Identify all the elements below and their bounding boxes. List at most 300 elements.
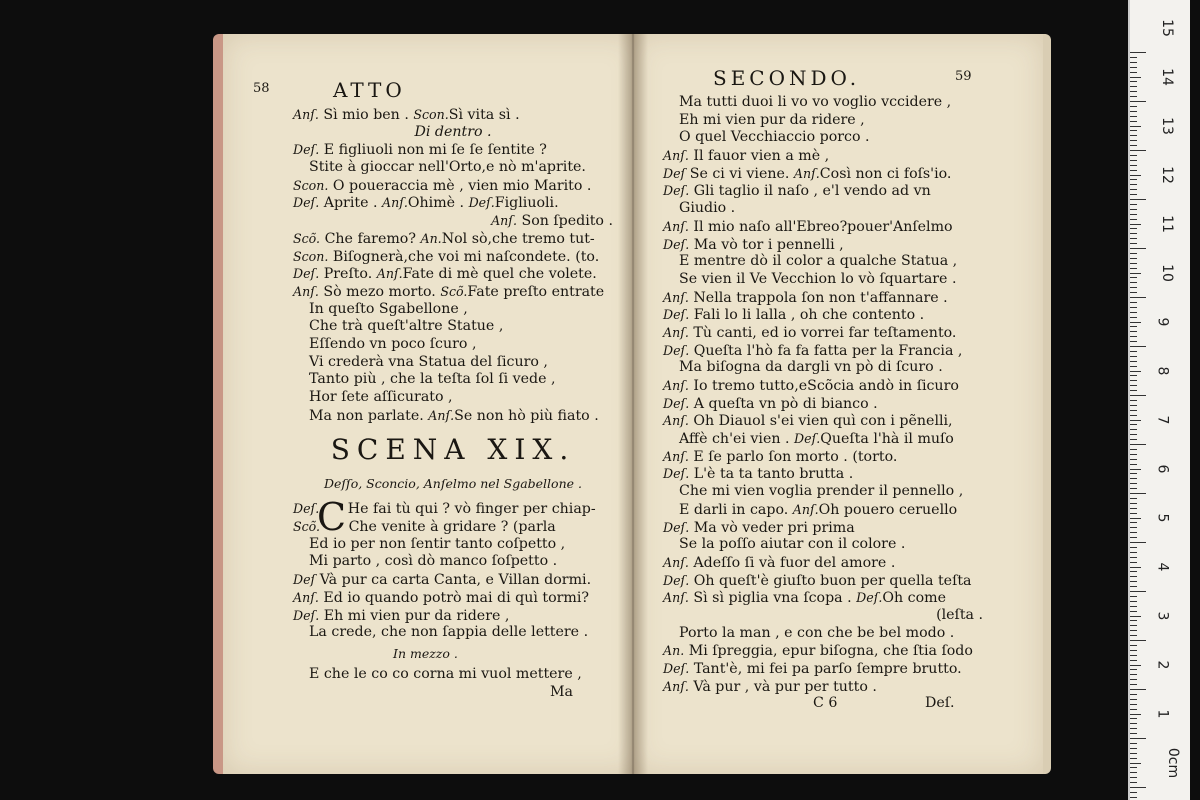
speaker-abbrev: Scõ. <box>293 230 321 246</box>
ruler-tick <box>1130 640 1146 641</box>
ruler-tick <box>1130 767 1137 768</box>
line-text: Giudio . <box>679 200 736 217</box>
ruler-tick <box>1130 204 1137 205</box>
line-text: Eh mi vien pur da ridere , <box>679 111 865 128</box>
ruler-tick <box>1130 424 1137 425</box>
ruler-tick <box>1130 356 1137 357</box>
text-line <box>293 407 613 425</box>
ruler-tick <box>1130 312 1137 313</box>
line-text: Nol sò,che tremo tut- <box>441 230 595 247</box>
line-text: In mezzo . <box>393 645 458 661</box>
ruler-tick <box>1130 478 1137 479</box>
ruler-tick <box>1130 224 1141 225</box>
line-text: Che faremo? <box>324 230 421 247</box>
ruler-tick <box>1130 233 1137 234</box>
ruler-tick <box>1130 209 1137 210</box>
catchword-text: Ma <box>550 683 573 700</box>
line-text: Ed io quando potrò mai di quì tormi? <box>323 589 590 606</box>
ruler-tick <box>1130 331 1137 332</box>
dramatis-personae: Deſſo, Sconcio, Anſelmo nel Sgabellone . <box>324 476 582 492</box>
ruler-tick <box>1130 140 1137 141</box>
ruler-tick <box>1130 371 1141 372</box>
ruler-tick <box>1130 415 1137 416</box>
speaker-abbrev: Deſ. <box>663 342 690 358</box>
text-line <box>293 642 613 666</box>
line-text: Nella trappola ſon non t'affannare . <box>693 289 948 306</box>
speaker-abbrev: Deſ. <box>293 266 320 282</box>
text-line <box>663 306 1003 324</box>
ruler-tick <box>1130 243 1137 244</box>
ruler-tick <box>1130 591 1146 592</box>
text-line <box>663 607 983 625</box>
ruler-tick <box>1130 718 1137 719</box>
ruler-tick <box>1130 326 1137 327</box>
ruler-tick <box>1130 385 1137 386</box>
ruler-tick <box>1130 571 1137 572</box>
text-line <box>663 271 1003 289</box>
text-line <box>663 625 1003 643</box>
text-line <box>663 289 1003 307</box>
ruler-tick <box>1130 179 1137 180</box>
ruler-tick <box>1130 434 1137 435</box>
ruler-tick <box>1130 341 1137 342</box>
text-line <box>663 147 1003 165</box>
text-line <box>663 554 1003 572</box>
text-line <box>663 660 1003 678</box>
ruler-tick <box>1130 297 1146 298</box>
line-text: Oh Diauol s'ei vien quì con i pẽnelli, <box>693 413 953 430</box>
text-line <box>293 571 613 589</box>
ruler-tick <box>1130 669 1137 670</box>
signature-mark: C 6 <box>813 695 838 712</box>
ruler-tick <box>1130 665 1141 666</box>
line-text: Ed io per non ſentir tanto coſpetto , <box>309 535 566 552</box>
ruler-tick <box>1130 748 1137 749</box>
ruler-number: 6 <box>1154 464 1171 474</box>
ruler-tick <box>1130 194 1137 195</box>
line-text: Fate preſto entrate <box>467 283 605 300</box>
ruler-tick <box>1130 797 1137 798</box>
right-running-head <box>663 66 1003 94</box>
text-line <box>293 389 613 407</box>
line-text: Ma vò veder pri prima <box>693 519 855 536</box>
ruler-number: 10 <box>1158 264 1175 282</box>
text-line <box>663 678 1003 696</box>
speaker-abbrev: Deſ. <box>856 590 883 606</box>
line-text: Se ci vi viene. <box>689 165 794 182</box>
line-text: Fali lo li lalla , oh che contento . <box>693 307 925 324</box>
ruler-tick <box>1130 738 1146 739</box>
ruler-tick <box>1130 606 1137 607</box>
speaker-abbrev: Anſ. <box>663 413 689 429</box>
line-text: Se la poſſo aiutar con il colore . <box>679 536 906 553</box>
text-line <box>293 354 613 372</box>
text-line <box>663 218 1003 236</box>
speaker-abbrev: Anſ. <box>663 289 689 305</box>
ruler-tick <box>1130 733 1137 734</box>
text-line <box>293 248 613 266</box>
ruler-tick <box>1130 228 1137 229</box>
text-line <box>293 159 613 177</box>
ruler-tick <box>1130 493 1146 494</box>
line-text: E darli in capo. <box>679 501 793 518</box>
line-text: Tant'è, mi fei pa parſo ſempre brutto. <box>693 661 962 677</box>
speaker-abbrev: Deſ. <box>663 661 690 676</box>
ruler-tick <box>1130 660 1137 661</box>
ruler-tick <box>1130 126 1141 127</box>
ruler-tick <box>1130 307 1137 308</box>
ruler-tick <box>1130 219 1137 220</box>
speaker-abbrev: Anſ. <box>293 589 319 605</box>
ruler-tick <box>1130 395 1146 396</box>
ruler-tick <box>1130 714 1141 715</box>
ruler-number: 8 <box>1154 366 1171 376</box>
ruler-tick <box>1130 758 1137 759</box>
ruler-tick <box>1130 420 1141 421</box>
ruler-tick <box>1130 704 1137 705</box>
speaker-abbrev: Anſ. <box>376 266 403 282</box>
line-text: Ohimè . <box>407 195 469 212</box>
ruler-tick <box>1130 655 1137 656</box>
ruler-tick <box>1130 650 1137 651</box>
ruler-tick <box>1130 723 1137 724</box>
line-text: E mentre dò il color a qualche Statua , <box>679 253 958 270</box>
speaker-abbrev: Deſ <box>293 572 316 588</box>
scene-title: SCENA XIX. <box>330 433 576 467</box>
ruler-tick <box>1130 601 1137 602</box>
ruler-tick <box>1130 96 1137 97</box>
ruler-tick <box>1130 728 1137 729</box>
line-text: Se non hò più fiato . <box>454 407 599 424</box>
line-text: E che le co co corna mi vuol mettere , <box>309 665 582 682</box>
line-text: Ma non parlate. <box>309 407 429 424</box>
ruler-tick <box>1130 483 1137 484</box>
left-running-head <box>253 78 613 106</box>
line-text: Io tremo tutto,eScõcia andò in ſicuro <box>693 378 959 394</box>
ruler-tick <box>1130 616 1141 617</box>
speaker-abbrev: Anſ. <box>793 165 820 181</box>
ruler-tick <box>1130 542 1146 543</box>
line-text: Tù canti, ed io vorrei far teſtamento. <box>693 324 957 341</box>
line-text: Ma biſogna da dargli vn pò di ſcuro . <box>679 359 943 376</box>
line-text: La crede, che non ſappia delle lettere . <box>309 624 589 641</box>
speaker-abbrev: Scon. <box>413 107 449 122</box>
ruler-tick <box>1130 782 1137 783</box>
speaker-abbrev: Anſ. <box>663 148 689 164</box>
book-gutter <box>618 34 648 774</box>
ruler-tick <box>1130 258 1137 259</box>
ruler-tick <box>1130 253 1137 254</box>
ruler-tick <box>1130 674 1137 675</box>
text-line <box>663 572 1003 590</box>
left-catchword <box>293 684 613 702</box>
line-text: In queſto Sgabellone , <box>309 300 468 317</box>
ruler-tick <box>1130 777 1137 778</box>
ruler-tick <box>1130 625 1137 626</box>
ruler-tick <box>1130 121 1137 122</box>
line-text: Vi crederà vna Statua del ſicuro , <box>309 353 548 370</box>
speaker-abbrev: Anſ. <box>428 407 455 423</box>
left-running-title: ATTO <box>333 78 406 102</box>
text-line <box>663 377 1003 395</box>
ruler-tick <box>1130 302 1137 303</box>
line-text: Gli taglio il naſo , e'l vendo ad vn <box>693 183 931 200</box>
text-line <box>663 642 1003 660</box>
line-text: Che trà queſt'altre Statue , <box>309 318 504 335</box>
ruler-tick <box>1130 473 1137 474</box>
speaker-abbrev: Deſ. <box>663 519 690 535</box>
right-page-number: 59 <box>955 69 972 84</box>
line-text: Queſta l'hà il muſo <box>820 431 954 448</box>
line-text: Di dentro . <box>414 123 492 140</box>
ruler-tick <box>1130 449 1137 450</box>
text-line <box>663 536 1003 554</box>
ruler-tick <box>1130 346 1146 347</box>
ruler-tick <box>1130 248 1146 249</box>
ruler-tick <box>1130 184 1137 185</box>
ruler-tick <box>1130 503 1137 504</box>
ruler-tick <box>1130 611 1137 612</box>
line-text: Eh mi vien pur da ridere , <box>323 607 510 624</box>
ruler-tick <box>1130 72 1137 73</box>
ruler-tick <box>1130 67 1137 68</box>
ruler-tick <box>1130 62 1137 63</box>
ruler-number: 1 <box>1154 709 1171 719</box>
text-line <box>663 182 1003 200</box>
text-line <box>663 342 1003 360</box>
right-signature-line <box>663 695 983 713</box>
ruler-number: 2 <box>1154 660 1171 670</box>
text-line <box>663 129 1003 147</box>
ruler-tick <box>1130 444 1146 445</box>
line-text: Oh come <box>882 590 947 607</box>
ruler-tick <box>1130 547 1137 548</box>
text-line <box>293 553 613 571</box>
speaker-abbrev: Anſ. <box>663 678 689 694</box>
left-page <box>213 34 640 774</box>
ruler-tick <box>1130 772 1137 773</box>
line-text: Adeſſo ſi và fuor del amore . <box>693 554 896 571</box>
text-line <box>663 112 1003 130</box>
speaker-abbrev: Deſ. <box>293 607 320 623</box>
line-text: O poueraccia mè , vien mio Marito . <box>332 177 592 194</box>
ruler-tick <box>1130 366 1137 367</box>
speaker-abbrev: Deſ. <box>794 431 821 447</box>
ruler-tick <box>1130 699 1137 700</box>
text-line <box>293 194 613 212</box>
text-line <box>293 336 613 354</box>
line-text: Sì sì piglia vna ſcopa . <box>693 590 857 607</box>
ruler-tick <box>1130 273 1141 274</box>
line-text: Che mi vien voglia prender il pennello , <box>679 483 964 500</box>
ruler-tick <box>1130 106 1137 107</box>
speaker-abbrev: Deſ. <box>663 395 690 411</box>
ruler-tick <box>1130 743 1137 744</box>
text-line <box>293 212 613 230</box>
line-text: O quel Vecchiaccio porco . <box>679 129 870 146</box>
speaker-abbrev: Anſ. <box>663 554 689 570</box>
text-line <box>663 324 1003 342</box>
text-line <box>663 200 1003 218</box>
speaker-abbrev: Anſ. <box>663 590 689 606</box>
ruler-tick <box>1130 268 1137 269</box>
line-text: Tanto più , che la teſta ſol ſi vede , <box>309 371 556 388</box>
text-line <box>663 395 1003 413</box>
left-lines-bottom <box>293 495 613 683</box>
ruler-tick <box>1130 694 1137 695</box>
ruler-tick <box>1130 464 1137 465</box>
speaker-abbrev: Scõ. <box>293 519 321 535</box>
ruler-tick <box>1130 116 1137 117</box>
line-text: Se vien il Ve Vecchion lo vò ſquartare . <box>679 270 957 287</box>
ruler-tick <box>1130 508 1137 509</box>
ruler-tick <box>1130 57 1137 58</box>
text-line <box>293 589 613 607</box>
ruler-tick <box>1130 709 1137 710</box>
ruler-tick <box>1130 287 1137 288</box>
left-lines-top <box>293 106 613 424</box>
ruler-tick <box>1130 763 1141 764</box>
speaker-abbrev: Scon. <box>293 177 329 193</box>
ruler-tick <box>1130 405 1137 406</box>
line-text: Ma tutti duoi li vo vo voglio vccidere , <box>679 94 952 110</box>
text-line <box>293 318 613 336</box>
text-line <box>293 141 613 159</box>
speaker-abbrev: Deſ. <box>293 195 320 211</box>
ruler-tick <box>1130 576 1137 577</box>
ruler-tick <box>1130 145 1137 146</box>
ruler-tick <box>1130 586 1137 587</box>
ruler-tick <box>1130 488 1137 489</box>
ruler-tick <box>1130 170 1137 171</box>
left-page-text <box>253 78 613 701</box>
line-text: Oh pouero ceruello <box>818 501 958 518</box>
line-text: Ma vò tor i pennelli , <box>693 236 844 253</box>
ruler-number: 0cm <box>1165 747 1182 779</box>
text-line <box>293 371 613 389</box>
ruler-number: 5 <box>1154 513 1171 523</box>
text-line <box>293 607 613 625</box>
line-text: L'è ta ta tanto brutta . <box>693 466 854 483</box>
ruler-tick <box>1130 557 1137 558</box>
speaker-abbrev: Deſ <box>663 165 686 181</box>
measuring-ruler <box>1128 0 1190 800</box>
speaker-abbrev: Anſ. <box>293 283 319 299</box>
ruler-tick <box>1130 753 1137 754</box>
text-line <box>663 94 1003 112</box>
ruler-tick <box>1130 596 1137 597</box>
speaker-abbrev: Anſ. <box>792 501 819 517</box>
line-text: E figliuoli non mi ſe ſe ſentite ? <box>323 142 547 159</box>
ruler-number: 11 <box>1158 215 1175 233</box>
line-text: Che venite à gridare ? (parla <box>348 519 556 536</box>
ruler-number: 4 <box>1154 562 1171 572</box>
ruler-tick <box>1130 552 1137 553</box>
drop-cap: C <box>317 495 347 540</box>
speaker-abbrev: Deſ. <box>468 195 495 211</box>
ruler-number: 14 <box>1158 68 1175 86</box>
text-line <box>663 430 1003 448</box>
right-page-text <box>663 66 1003 713</box>
ruler-tick <box>1130 189 1137 190</box>
text-line <box>663 412 1003 430</box>
ruler-number: 15 <box>1158 19 1175 37</box>
ruler-tick <box>1130 282 1137 283</box>
line-text: Affè ch'ei vien . <box>679 431 795 448</box>
ruler-tick <box>1130 532 1137 533</box>
ruler-number: 13 <box>1158 117 1175 135</box>
speaker-abbrev: Anſ. <box>491 213 517 229</box>
line-text: Figliuoli. <box>494 195 559 212</box>
open-book <box>213 34 1043 774</box>
line-text: Biſognerà,che voi mi naſcondete. (to. <box>332 248 600 265</box>
ruler-tick <box>1130 155 1137 156</box>
ruler-tick <box>1130 439 1137 440</box>
text-line <box>293 106 613 124</box>
ruler-tick <box>1130 91 1137 92</box>
speaker-abbrev: Deſ. <box>663 183 690 199</box>
line-text: Eſſendo vn poco ſcuro , <box>309 335 477 352</box>
ruler-tick <box>1130 537 1137 538</box>
text-line <box>663 253 1003 271</box>
text-line <box>293 624 613 642</box>
text-line <box>293 124 613 142</box>
ruler-tick <box>1130 130 1137 131</box>
ruler-number: 12 <box>1158 166 1175 184</box>
ruler-tick <box>1130 689 1146 690</box>
ruler-tick <box>1130 498 1137 499</box>
speaker-abbrev: Deſ. <box>663 572 690 588</box>
ruler-number: 3 <box>1154 611 1171 621</box>
line-text: Così non ci foſs'io. <box>819 165 952 182</box>
ruler-tick <box>1130 635 1137 636</box>
speaker-abbrev: Anſ. <box>663 218 689 234</box>
line-text: E ſe parlo ſon morto . (torto. <box>693 448 898 465</box>
ruler-tick <box>1130 150 1146 151</box>
speaker-abbrev: Deſ. <box>663 466 690 482</box>
right-lines <box>663 94 1003 695</box>
ruler-tick <box>1130 81 1137 82</box>
text-line <box>293 265 613 283</box>
line-text: Và pur , và pur per tutto . <box>693 678 877 695</box>
text-line <box>293 283 613 301</box>
line-text: Mi parto , così dò manco ſoſpetto . <box>309 553 558 570</box>
ruler-tick <box>1130 375 1137 376</box>
line-text: Sì vita sì . <box>448 107 520 123</box>
ruler-tick <box>1130 111 1137 112</box>
ruler-tick <box>1130 527 1137 528</box>
ruler-tick <box>1130 518 1141 519</box>
speaker-abbrev: Anſ. <box>663 448 689 464</box>
ruler-tick <box>1130 684 1137 685</box>
speaker-abbrev: Scõ. <box>440 283 468 299</box>
ruler-number: 9 <box>1154 317 1171 327</box>
ruler-tick <box>1130 630 1137 631</box>
ruler-tick <box>1130 429 1137 430</box>
ruler-tick <box>1130 86 1137 87</box>
line-text: Il fauor vien a mè , <box>693 148 830 165</box>
text-line <box>663 483 1003 501</box>
ruler-tick <box>1130 792 1137 793</box>
line-text: Hor ſete aſſicurato , <box>309 389 453 405</box>
text-line <box>293 177 613 195</box>
ruler-tick <box>1130 522 1137 523</box>
line-text: Fate di mè quel che volete. <box>402 266 597 283</box>
ruler-tick <box>1130 459 1137 460</box>
text-line <box>663 519 1003 537</box>
text-line <box>663 501 1003 519</box>
speaker-abbrev: Deſ. <box>663 236 690 252</box>
